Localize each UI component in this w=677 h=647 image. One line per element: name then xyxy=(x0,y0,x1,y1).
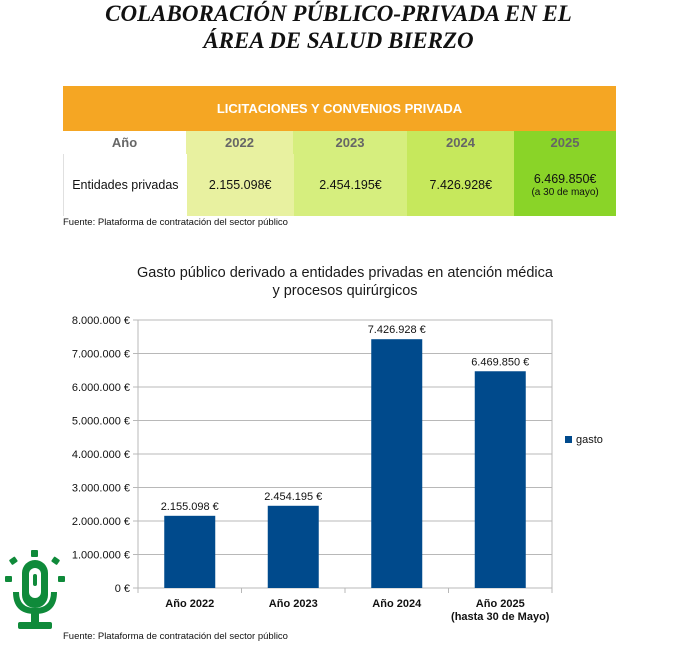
bar-data-label: 2.155.098 € xyxy=(160,500,219,513)
y-tick-label: 1.000.000 € xyxy=(71,549,130,562)
y-tick-label: 2.000.000 € xyxy=(71,516,130,528)
table-header: LICITACIONES Y CONVENIOS PRIVADA xyxy=(63,86,616,131)
bar-año-2024 xyxy=(371,339,422,588)
year-cell-2024: 2024 xyxy=(407,131,514,154)
bar-data-label: 6.469.850 € xyxy=(471,356,530,369)
value-2025-amount: 6.469.850€ xyxy=(533,172,597,186)
legend-label: gasto xyxy=(576,434,603,446)
value-cell-2023: 2.454.195€ xyxy=(294,154,408,216)
x-tick-sublabel: (hasta 30 de Mayo) xyxy=(451,611,550,623)
bar-data-label: 2.454.195 € xyxy=(264,490,323,503)
year-cell-2025: 2025 xyxy=(514,131,616,154)
bar-año-2025 xyxy=(475,371,526,588)
y-tick-label: 8.000.000 € xyxy=(71,315,130,327)
y-tick-label: 4.000.000 € xyxy=(71,449,130,461)
value-cell-2022: 2.155.098€ xyxy=(187,154,294,216)
bar-año-2022 xyxy=(164,516,215,588)
y-tick-label: 5.000.000 € xyxy=(71,415,130,428)
year-cell-2022: 2022 xyxy=(186,131,293,154)
page-title-line2: ÁREA DE SALUD BIERZO xyxy=(203,28,474,53)
bar-año-2023 xyxy=(268,506,319,588)
chart-title-line1: Gasto público derivado a entidades privadas en atención médica xyxy=(137,265,553,281)
y-tick-label: 7.000.000 € xyxy=(71,348,130,361)
chart-source: Fuente: Plataforma de contratación del sector público xyxy=(63,631,288,642)
x-tick-label: Año 2023 xyxy=(268,598,318,610)
microphone-logo-icon xyxy=(4,548,66,634)
legend-swatch xyxy=(565,436,572,443)
value-2025-note: (a 30 de mayo) xyxy=(531,187,599,198)
bar-data-label: 7.426.928 € xyxy=(367,324,426,337)
value-cell-2024: 7.426.928€ xyxy=(407,154,514,216)
year-cell-2023: 2023 xyxy=(293,131,407,154)
chart-title-line2: y procesos quirúrgicos xyxy=(272,283,418,299)
year-label-cell: Año xyxy=(63,131,186,154)
x-tick-label: Año 2024 xyxy=(372,598,422,610)
page-title-line1: COLABORACIÓN PÚBLICO-PRIVADA EN EL xyxy=(105,1,572,26)
table-source: Fuente: Plataforma de contratación del sector público xyxy=(63,217,288,228)
x-tick-label: Año 2022 xyxy=(165,598,215,610)
y-tick-label: 3.000.000 € xyxy=(71,482,130,495)
y-tick-label: 6.000.000 € xyxy=(71,382,130,394)
row-label-cell: Entidades privadas xyxy=(63,154,187,216)
x-tick-label: Año 2025 xyxy=(475,598,525,610)
y-tick-label: 0 € xyxy=(114,583,130,595)
